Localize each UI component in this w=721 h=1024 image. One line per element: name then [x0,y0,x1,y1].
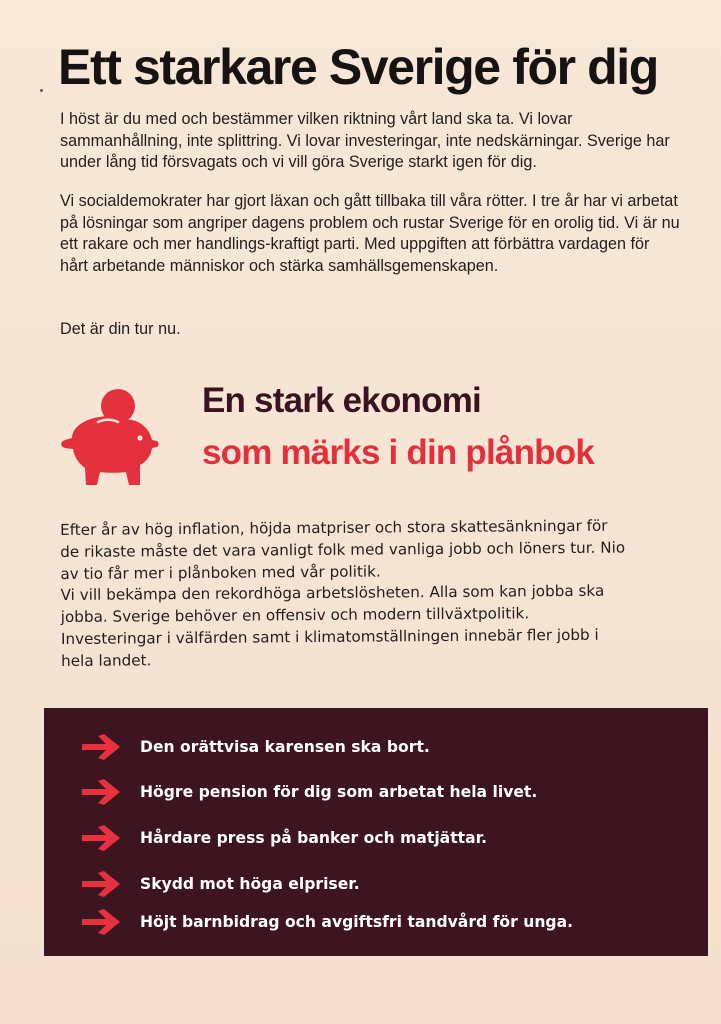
section-body-line: av tio får mer i plånboken med vår politik. [60,562,381,583]
section-heading: En stark ekonomi [202,381,481,420]
promise-text: Skydd mot höga elpriser. [140,875,360,893]
promise-text: Hårdare press på banker och matjättar. [140,829,488,847]
section-body-line: de rikaste måste det vara vanligt folk med vanliga jobb och löners tur. Nio [60,538,626,561]
promise-text: Den orättvisa karensen ska bort. [140,738,430,756]
promise-text: Höjt barnbidrag och avgiftsfri tandvård för unga. [140,913,574,931]
intro-paragraph-3: Det är din tur nu. [60,320,181,338]
section-body-line: Vi vill bekämpa den rekordhöga arbetslösheten. Alla som kan jobba ska [60,582,605,605]
intro-paragraph-2: Vi socialdemokrater har gjort läxan och gått tillbaka till våra rötter. I tre år har vi arbetat på lösningar som angriper dagens problem och rustar Sverige för en orolig tid. Vi är nu ett rakare och mer handlings-kraftigt parti. Med uppgiften att förbättra vardagen för hårt arbetande människor och stärka samhällsgemenskapen. [60,192,680,275]
section-body-line: hela landet. [61,651,152,670]
section-subheading: som märks i din plånbok [202,433,594,472]
section-body-line: Investeringar i välfärden samt i klimatomställningen innebär fler jobb i [60,625,599,648]
page-title: Ett starkare Sverige för dig [58,39,658,95]
arrow-right-icon [80,907,122,937]
promise-item [80,821,487,855]
arrow-right-icon [80,732,122,762]
arrow-right-icon [80,869,122,899]
intro-paragraph-1: I höst är du med och bestämmer vilken riktning vårt land ska ta. Vi lovar sammanhållning, inte splittring. Vi lovar investeringar, inte nedskärningar. Sverige har under lång tid försvagats och vi vill göra Sverige starkt igen för dig. [60,110,670,171]
arrow-right-icon [80,777,122,807]
section-body [60,515,701,673]
promise-item [80,905,573,939]
promise-text: Högre pension för dig som arbetat hela livet. [140,783,538,801]
promises-box [44,708,708,956]
paper-speck [40,89,43,92]
arrow-right-icon [80,823,122,853]
piggy-bank-icon [56,386,160,490]
promise-item [80,867,360,901]
section-body-line: jobba. Sverige behöver en offensiv och modern tillväxtpolitik. [60,604,530,627]
promise-item [80,775,537,809]
promise-item [80,730,430,764]
section-body-line: Efter år av hög inflation, höjda matpriser och stora skattesänkningar för [60,516,608,539]
